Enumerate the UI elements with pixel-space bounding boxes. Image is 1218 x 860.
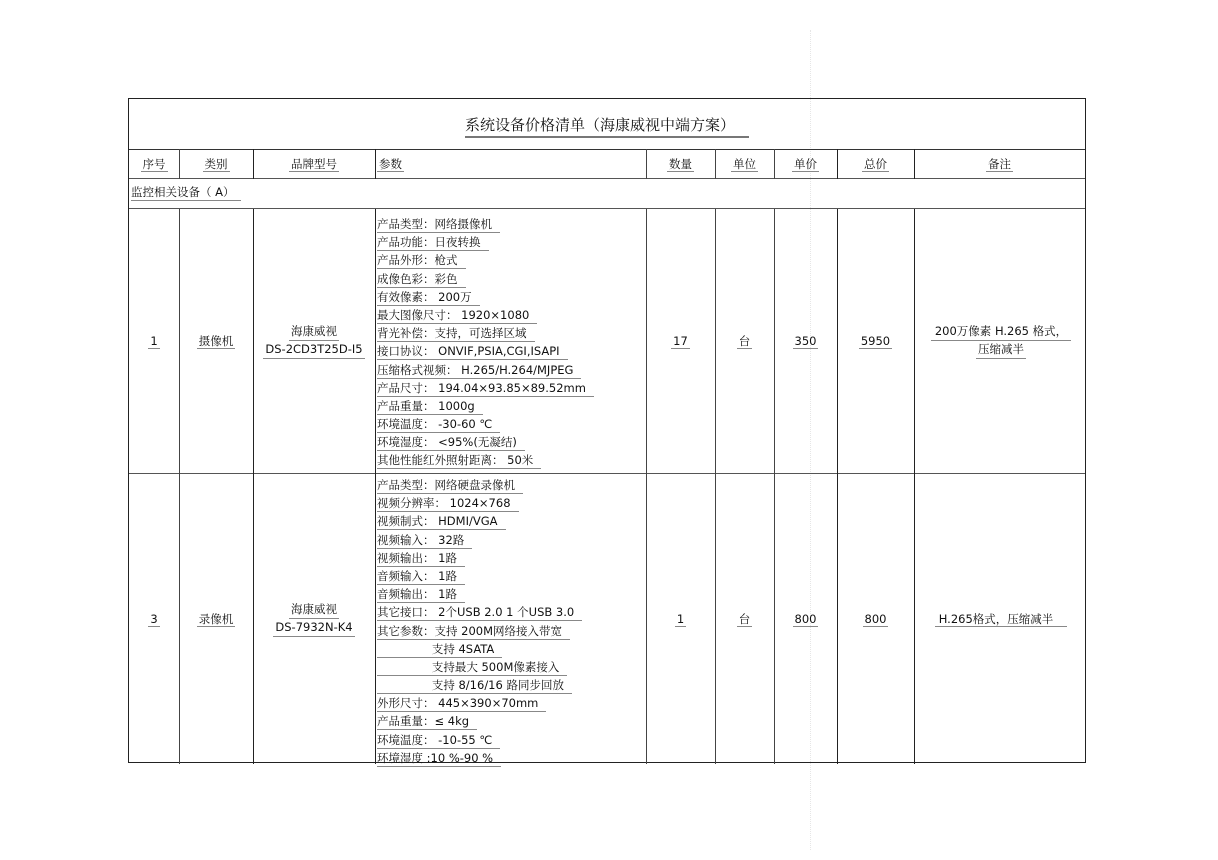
row1-remark: 200万像素 H.265 格式， 压缩减半 [916, 209, 1086, 473]
row1-category: 摄像机 [198, 333, 234, 348]
row1-quantity: 17 [673, 333, 688, 348]
row1-unit: 台 [738, 333, 751, 348]
row2-total-price: 800 [864, 611, 887, 626]
header-brand-model: 品牌型号 [291, 156, 337, 171]
row1-brand: 海康威视 [289, 323, 339, 341]
col-divider [914, 209, 915, 764]
row2-quantity: 1 [676, 611, 685, 626]
row2-unit: 台 [738, 611, 751, 626]
row2-brand-model [253, 474, 375, 764]
header-params: 参数 [379, 156, 402, 171]
row1-params: 产品类型：网络摄像机 产品功能：日夜转换 产品外形：枪式 成像色彩：彩色 有效像素： 200万 最大图像尺寸： 1920×1080 背光补偿：支持，可选择区域 接口协议： ONVIF,PSIA,CGI,ISAPI 压缩格式视频： H.265/H.264/MJPEG 产品尺寸： 194.04×93.85×89.52mm 产品重量： 1000g 环境温度： -30-60 ℃ 环境湿度： <95%(无凝结) 其他性能红外照射距离： 50米 [377, 216, 594, 471]
row1-index: 1 [150, 333, 158, 348]
row2-index: 3 [150, 611, 158, 626]
row2-unit-price: 800 [794, 611, 817, 626]
row1-model: DS-2CD3T25D-I5 [263, 341, 364, 359]
header-unit: 单位 [733, 156, 756, 171]
col-divider [375, 209, 376, 764]
header-index: 序号 [142, 156, 166, 171]
header-remark: 备注 [988, 156, 1011, 171]
header-bottom-border [129, 178, 1085, 179]
row2-category: 录像机 [198, 611, 234, 626]
header-quantity: 数量 [669, 156, 692, 171]
table-title: 系统设备价格清单（海康威视中端方案） [465, 114, 749, 138]
header-total-price: 总价 [864, 156, 887, 171]
row1-total-price: 5950 [860, 333, 891, 348]
row2-params: 产品类型：网络硬盘录像机 视频分辨率： 1024×768 视频制式： HDMI/VGA 视频输入： 32路 视频输出： 1路 音频输入： 1路 音频输出： 1路 其它接口： 2个USB 2.0 1 个USB 3.0 其它参数：支持 200M网络接入带宽 支持 4SATA 支持最大 500M像素接入 支持 8/16/16 路同步回放 外形尺寸： 445×390×70mm 产品重量：≤ 4kg 环境温度： -10-55 ℃ 环境湿度 :10 %-90 % [377, 477, 582, 768]
table-title-row [129, 99, 1085, 150]
header-unit-price: 单价 [794, 156, 817, 171]
row1-unit-price: 350 [794, 333, 817, 348]
row2-brand: 海康威视 [289, 601, 339, 619]
row1-brand-model [253, 209, 375, 473]
price-list-table [128, 98, 1086, 763]
section-label: 监控相关设备（ A） [131, 185, 241, 201]
header-category: 类别 [204, 156, 228, 171]
row2-model: DS-7932N-K4 [273, 619, 354, 637]
row2-remark: H.265格式，压缩减半 [916, 474, 1086, 764]
